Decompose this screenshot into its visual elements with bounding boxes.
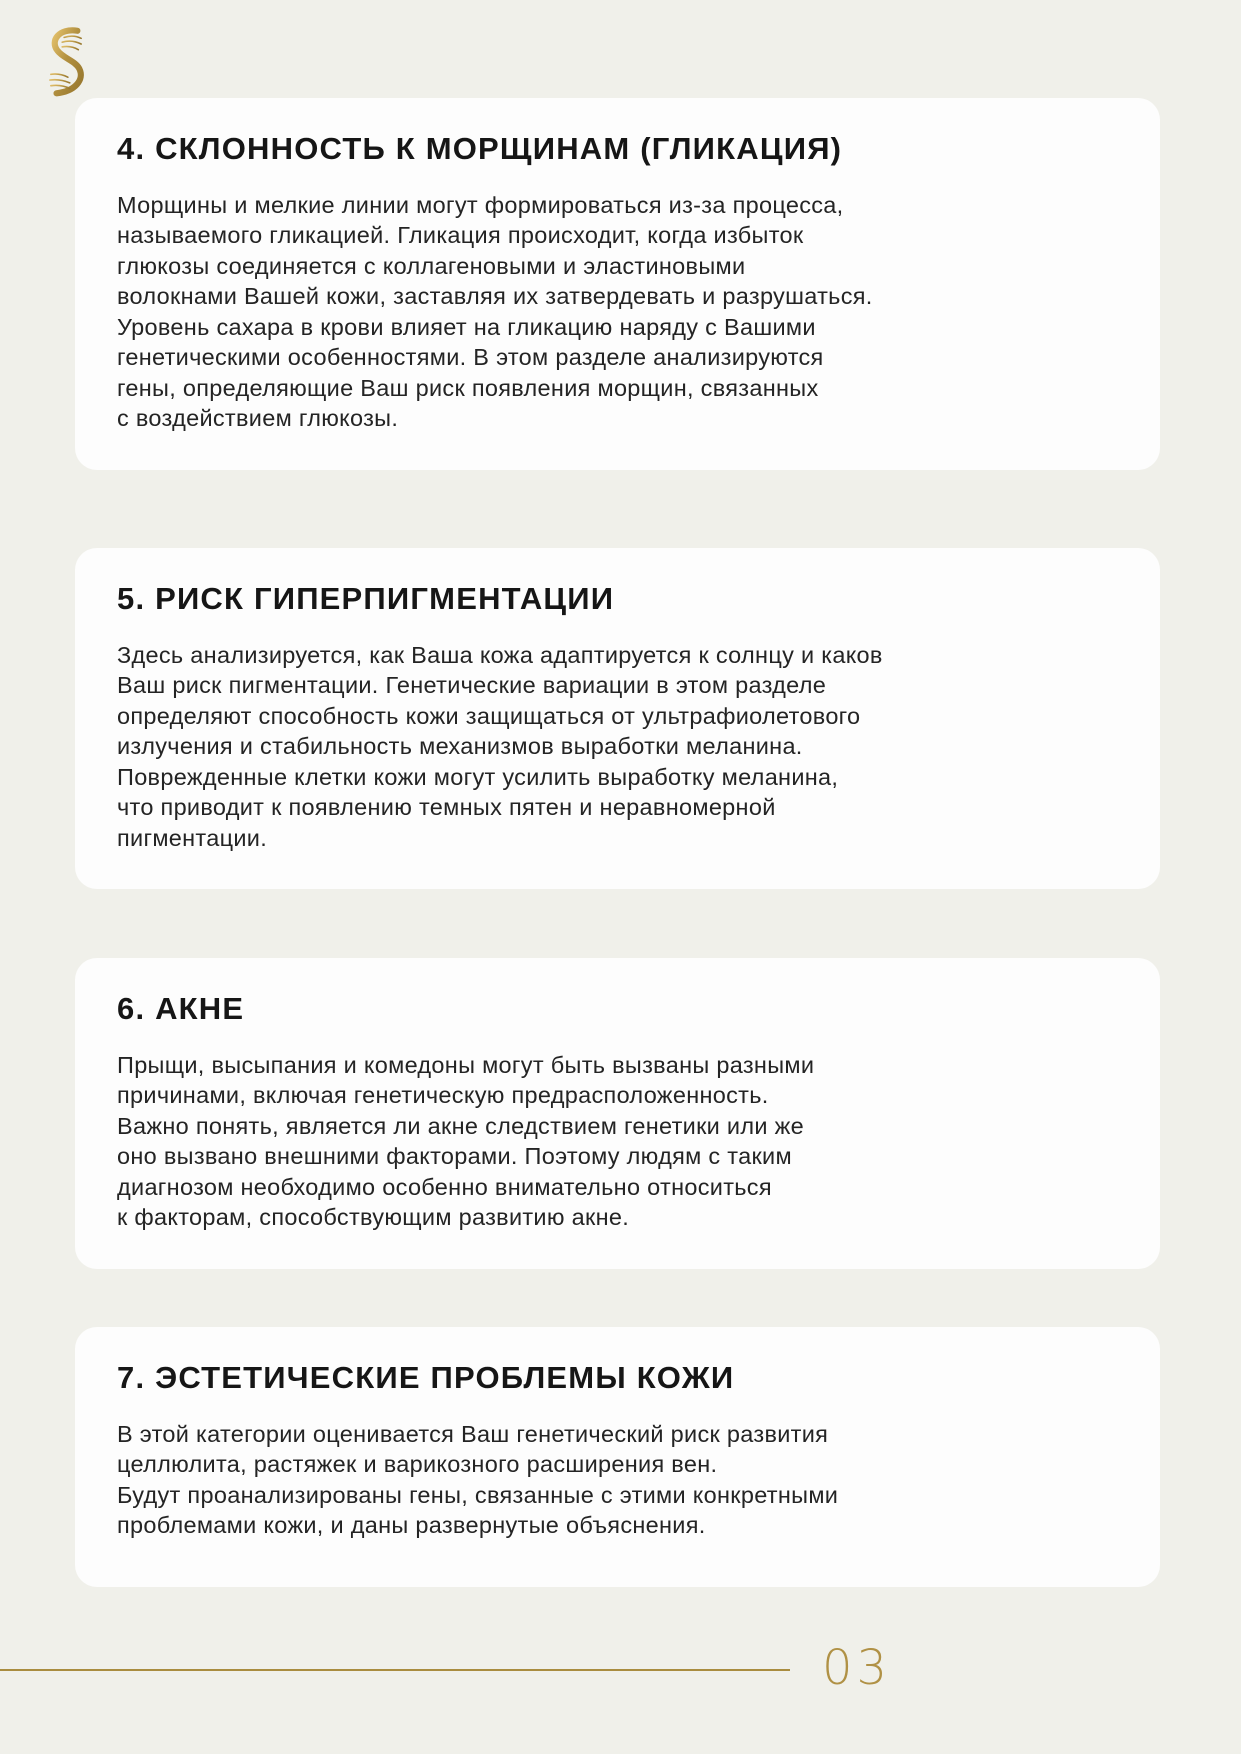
section-card-glycation <box>75 98 1160 470</box>
footer-divider <box>0 1669 790 1671</box>
section-body: Здесь анализируется, как Ваша кожа адаптируется к солнцу и каков Ваш риск пигментации. Генетические вариации в этом разделе определяют способность кожи защищаться от ультрафиолетового излучения и стабильность механизмов выработки меланина. Поврежденные клетки кожи могут усилить выработку меланина, что приводит к появлению темных пятен и неравномерной пигментации. <box>117 641 883 851</box>
section-title: 4. СКЛОННОСТЬ К МОРЩИНАМ (ГЛИКАЦИЯ) <box>117 131 843 166</box>
dna-helix-logo-icon <box>42 26 90 98</box>
page-number: 03 <box>822 1640 892 1696</box>
section-card-aesthetic-skin-problems <box>75 1327 1160 1587</box>
section-body: Морщины и мелкие линии могут формироваться из-за процесса, называемого гликацией. Гликация происходит, когда избыток глюкозы соединяется с коллагеновыми и эластиновыми волокнами Вашей кожи, заставляя их затвердевать и разрушаться. Уровень сахара в крови влияет на гликацию наряду с Вашими генетическими особенностями. В этом разделе анализируются гены, определяющие Ваш риск появления морщин, связанных с воздействием глюкозы. <box>117 191 873 432</box>
section-body: Прыщи, высыпания и комедоны могут быть вызваны разными причинами, включая генетическую предрасположенность. Важно понять, является ли акне следствием генетики или же оно вызвано внешними факторами. Поэтому людям с таким диагнозом необходимо особенно внимательно относиться к факторам, способствующим развитию акне. <box>117 1051 815 1231</box>
section-title: 6. АКНЕ <box>117 991 245 1026</box>
section-body: В этой категории оценивается Ваш генетический риск развития целлюлита, растяжек и варикозного расширения вен. Будут проанализированы гены, связанные с этими конкретными проблемами кожи, и даны развернутые объяснения. <box>117 1420 839 1539</box>
section-card-acne <box>75 958 1160 1269</box>
section-title: 7. ЭСТЕТИЧЕСКИЕ ПРОБЛЕМЫ КОЖИ <box>117 1360 735 1395</box>
section-title: 5. РИСК ГИПЕРПИГМЕНТАЦИИ <box>117 581 615 616</box>
section-card-hyperpigmentation <box>75 548 1160 889</box>
